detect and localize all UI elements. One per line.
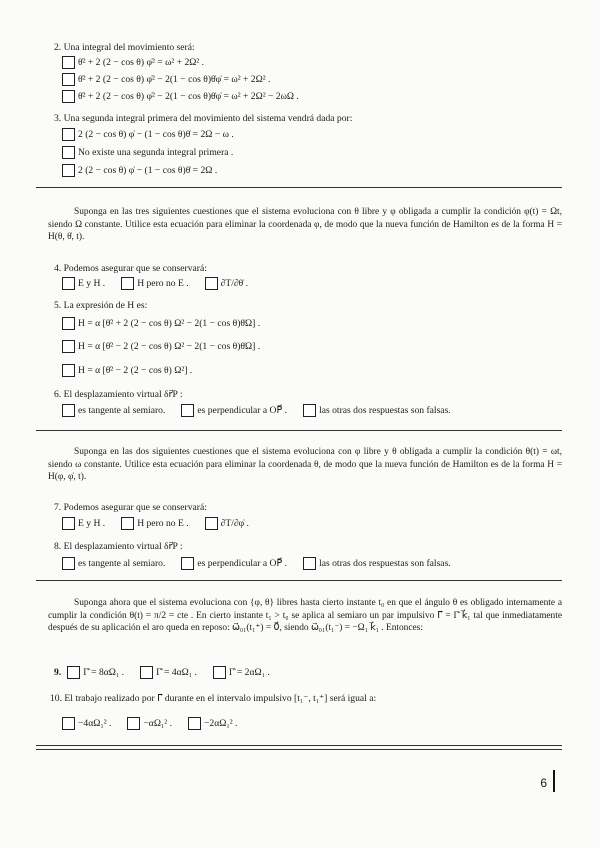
checkbox[interactable] [62,717,75,730]
checkbox[interactable] [62,317,75,330]
section-divider [36,580,562,581]
checkbox[interactable] [62,73,75,86]
q2-stem: 2. Una integral del movimiento será: [54,42,195,53]
checkbox[interactable] [121,277,134,290]
q3-option-1[interactable]: 2 (2 − cos θ) φ̇ − (1 − cos θ)θ̇ = 2Ω − ω . [62,128,234,141]
q10-stem: 10. El trabajo realizado por Γ⃗ durante en el intervalo impulsivo [t₁⁻, t₁⁺] será igual a: [50,693,377,704]
q6-option-1[interactable]: es tangente al semiaro. [62,404,165,417]
q8-stem: 8. El desplazamiento virtual δr⃗P : [54,541,183,552]
q5-option-1[interactable]: H = α [θ̇² + 2 (2 − cos θ) Ω² − 2(1 − cos θ)θ̇Ω] . [62,317,260,330]
q6-option-2[interactable]: es perpendicular a OP⃗ . [181,404,287,417]
checkbox[interactable] [205,277,218,290]
checkbox[interactable] [303,404,316,417]
q7-options [62,517,265,530]
q3-option-3[interactable]: 2 (2 − cos θ) φ̇ − (1 − cos θ)θ̇ = 2Ω . [62,164,217,177]
checkbox[interactable] [205,517,218,530]
q7-option-3[interactable]: ∂T/∂φ̇ . [205,517,249,530]
q9-option-3[interactable]: Γ̂ = 2αΩ₁ . [213,666,270,679]
checkbox[interactable] [62,364,75,377]
section-divider [36,430,562,431]
q9-options [54,666,286,679]
q7-stem: 7. Podemos asegurar que se conservará: [54,502,207,513]
q2-option-2[interactable]: θ̇² + 2 (2 − cos θ) φ̇² − 2(1 − cos θ)θ̇φ̇ = ω² + 2Ω² . [62,73,270,86]
checkbox[interactable] [62,517,75,530]
q10-option-1[interactable]: −4αΩ₁² . [62,717,111,730]
section-divider [36,187,562,188]
q7-option-2[interactable]: H pero no E . [121,517,188,530]
q4-option-3[interactable]: ∂T/∂θ̇ . [205,277,248,290]
q10-options [62,717,253,730]
checkbox[interactable] [62,90,75,103]
checkbox[interactable] [62,56,75,69]
q8-option-3[interactable]: las otras dos respuestas son falsas. [303,557,451,570]
q9-label: 9. [54,666,62,678]
q4-stem: 4. Podemos asegurar que se conservará: [54,263,207,274]
q3-stem: 3. Una segunda integral primera del movimiento del sistema vendrá dada por: [54,113,353,124]
checkbox[interactable] [140,666,153,679]
checkbox[interactable] [213,666,226,679]
q6-option-3[interactable]: las otras dos respuestas son falsas. [303,404,451,417]
q8-option-2[interactable]: es perpendicular a OP⃗ . [181,557,287,570]
q7-option-1[interactable]: E y H . [62,517,105,530]
checkbox[interactable] [127,717,140,730]
q9-option-1[interactable]: Γ̂ = 8αΩ₁ . [67,666,124,679]
q5-option-3[interactable]: H = α [θ̇² − 2 (2 − cos θ) Ω²] . [62,364,192,377]
q2-option-3[interactable]: θ̇² + 2 (2 − cos θ) φ̇² − 2(1 − cos θ)θ̇φ̇ = ω² + 2Ω² − 2ωΩ . [62,90,299,103]
q8-options [62,557,467,570]
checkbox[interactable] [62,164,75,177]
checkbox[interactable] [67,666,80,679]
checkbox[interactable] [62,557,75,570]
q10-option-2[interactable]: −αΩ₁² . [127,717,172,730]
q10-option-3[interactable]: −2αΩ₁² . [188,717,237,730]
checkbox[interactable] [62,277,75,290]
intro-paragraph-3: Suponga ahora que el sistema evoluciona con {φ, θ} libres hasta cierto instante t₀ en que el ángulo θ es obligado internamente a cumplir la condición θ(t) = π/2 = cte . En cierto instante t₁ > t₀ se aplica al semiaro un par impulsivo Γ⃗ = Γ̂ k⃗₁ tal que inmediatamente después de su aplicación el aro queda en reposo: ω⃗₀₁(t₁⁺) = 0⃗, siendo ω⃗₀₁(t₁⁻) = −Ω₁ k⃗₁ . Entonces: [48,598,562,634]
intro-paragraph-1: Suponga en las tres siguientes cuestiones que el sistema evoluciona con θ libre y φ obligada a cumplir la condición φ(t) = Ωt, siendo Ω constante. Utilice esta ecuación para eliminar la coordenada φ, de modo que la nueva función de Hamilton es de la forma H = H(θ, θ̇, t). [48,207,562,243]
q5-option-2[interactable]: H = α [θ̇² − 2 (2 − cos θ) Ω² − 2(1 − cos θ)θ̇Ω] . [62,340,260,353]
q9-option-2[interactable]: Γ̂ = 4αΩ₁ . [140,666,197,679]
page-marker-bar [553,770,556,792]
checkbox[interactable] [188,717,201,730]
checkbox[interactable] [62,146,75,159]
q2-option-1[interactable]: θ̇² + 2 (2 − cos θ) φ̇² = ω² + 2Ω² . [62,56,204,69]
q6-stem: 6. El desplazamiento virtual δr⃗P : [54,389,183,400]
q6-options [62,404,467,417]
end-divider [36,745,562,750]
q5-stem: 5. La expresión de H es: [54,300,148,311]
q4-option-1[interactable]: E y H . [62,277,105,290]
intro-paragraph-2: Suponga en las dos siguientes cuestiones que el sistema evoluciona con φ libre y θ obligada a cumplir la condición θ(t) = ωt, siendo ω constante. Utilice esta ecuación para eliminar la coordenada θ, de modo que la nueva función de Hamilton es de la forma H = H(φ, φ̇, t). [48,447,562,483]
page-number: 6 [540,776,547,790]
checkbox[interactable] [181,557,194,570]
checkbox[interactable] [303,557,316,570]
checkbox[interactable] [121,517,134,530]
checkbox[interactable] [62,404,75,417]
checkbox[interactable] [62,340,75,353]
checkbox[interactable] [181,404,194,417]
q3-option-2[interactable]: No existe una segunda integral primera . [62,146,233,159]
q4-options [62,277,264,290]
q8-option-1[interactable]: es tangente al semiaro. [62,557,165,570]
checkbox[interactable] [62,128,75,141]
q4-option-2[interactable]: H pero no E . [121,277,188,290]
